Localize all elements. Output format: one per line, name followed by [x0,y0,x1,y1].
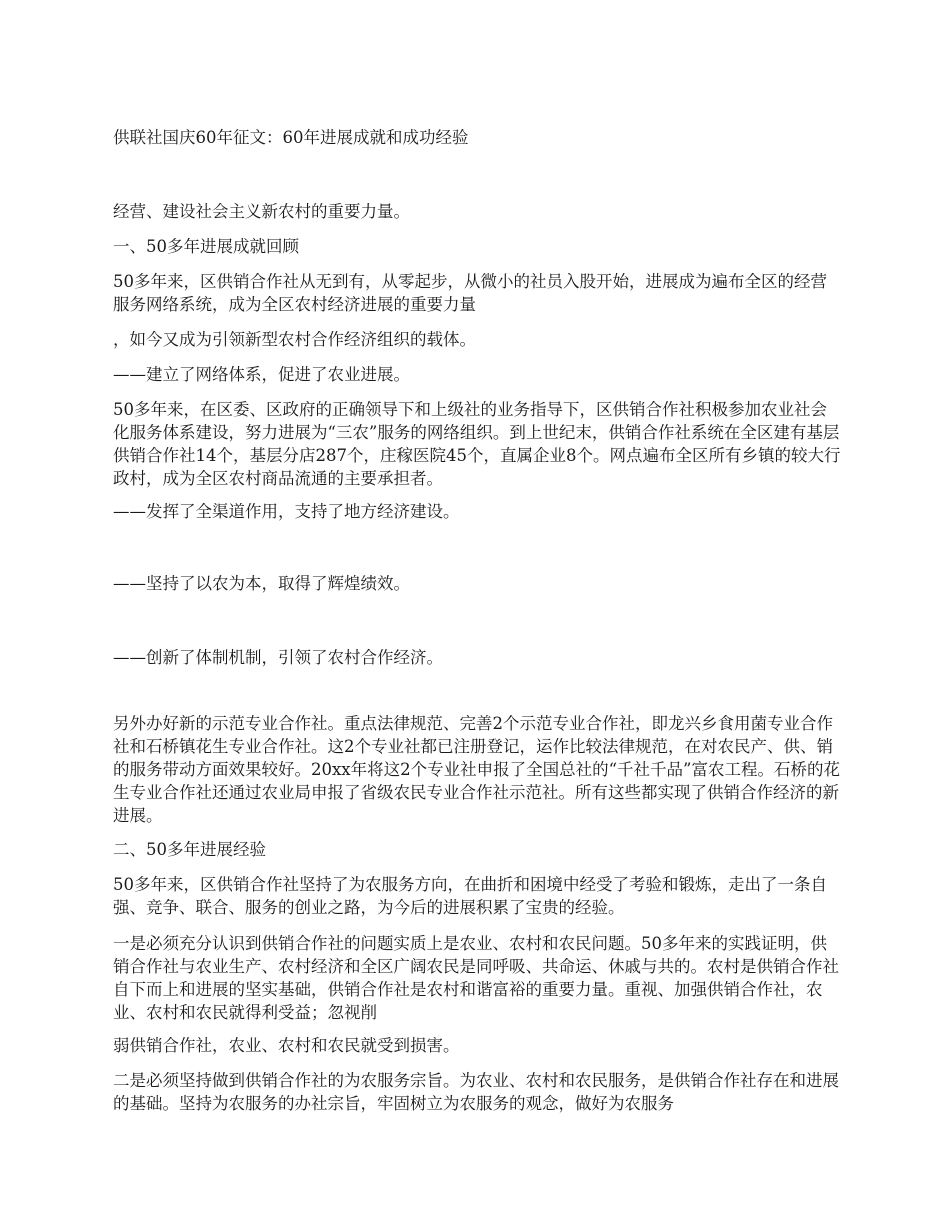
subheading: ——创新了体制机制，引领了农村合作经济。 [113,648,443,667]
section-heading-1: 一、50多年进展成就回顾 [113,237,299,256]
paragraph: 二是必须坚持做到供销合作社的为农服务宗旨。为农业、农村和农民服务，是供销合作社存在和进展的基础。坚持为农服务的办社宗旨，牢固树立为农服务的观念，做好为农服务 [113,1071,839,1113]
subheading: ——发挥了全渠道作用，支持了地方经济建设。 [113,502,460,521]
paragraph: 一是必须充分认识到供销合作社的问题实质上是农业、农村和农民问题。50多年来的实践证明，供销合作社与农业生产、农村经济和全区广阔农民是同呼吸、共命运、休戚与共的。农村是供销合作社自下而上和进展的坚实基础，供销合作社是农村和谐富裕的重要力量。重视、加强供销合作社，农业、农村和农民就得利受益；忽视削 [113,934,839,1022]
paragraph: 弱供销合作社，农业、农村和农民就受到损害。 [113,1036,460,1055]
subheading: ——建立了网络体系，促进了农业进展。 [113,365,410,384]
paragraph: 50多年来，区供销合作社坚持了为农服务方向，在曲折和困境中经受了考验和锻炼，走出了一条自强、竞争、联合、服务的创业之路，为今后的进展积累了宝贵的经验。 [113,875,827,917]
paragraph: ，如今又成为引领新型农村合作经济组织的载体。 [113,330,476,349]
paragraph: 50多年来，区供销合作社从无到有，从零起步，从微小的社员入股开始，进展成为遍布全区的经营服务网络系统，成为全区农村经济进展的重要力量 [113,272,827,314]
paragraph: 经营、建设社会主义新农村的重要力量。 [113,202,410,221]
paragraph: 另外办好新的示范专业合作社。重点法律规范、完善2个示范专业合作社，即龙兴乡食用菌专业合作社和石桥镇花生专业合作社。这2个专业社都已注册登记，运作比较法律规范，在对农民产、供、销的服务带动方面效果较好。20xx年将这2个专业社申报了全国总社的“千社千品”富农工程。石桥的花生专业合作社还通过农业局申报了省级农民专业合作社示范社。所有这些都实现了供销合作经济的新进展。 [113,714,840,825]
subheading: ——坚持了以农为本，取得了辉煌绩效。 [113,574,410,593]
paragraph: 50多年来，在区委、区政府的正确领导下和上级社的业务指导下，区供销合作社积极参加农业社会化服务体系建设，努力进展为“三农”服务的网络组织。到上世纪末，供销合作社系统在全区建有基层供销合作社14个，基层分店287个，庄稼医院45个，直属企业8个。网点遍布全区所有乡镇的较大行政村，成为全区农村商品流通的主要承担者。 [113,400,841,488]
document-title: 供联社国庆60年征文：60年进展成就和成功经验 [113,128,469,147]
section-heading-2: 二、50多年进展经验 [113,840,266,859]
